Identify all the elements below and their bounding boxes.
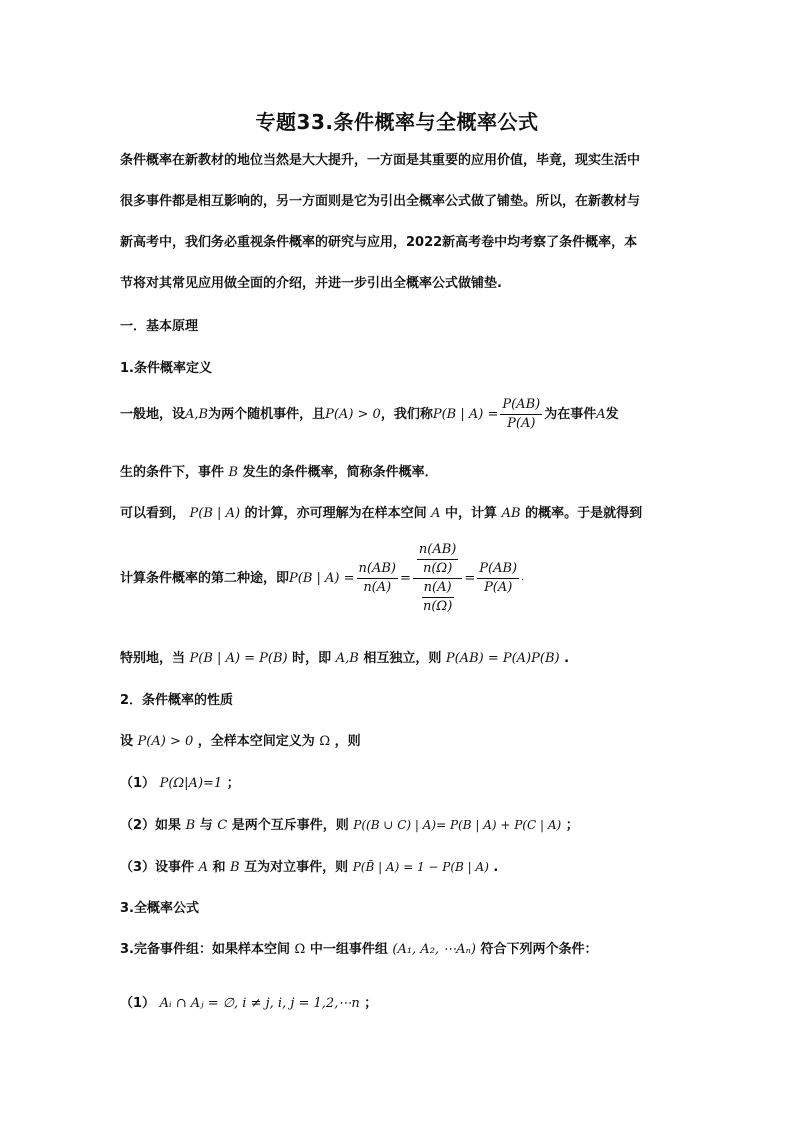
intro-line-3: 新高考中，我们务必重视条件概率的研究与应用，2022新高考卷中均考察了条件概率，本	[120, 235, 638, 250]
fraction-numerator: P(AB)	[500, 397, 542, 415]
def-text-7: 发生的条件概率，简称条件概率．	[242, 465, 438, 480]
second-method-line	[120, 542, 524, 615]
view-line-1	[120, 505, 642, 523]
math-space-a: A	[431, 506, 441, 521]
math-pba-lhs: P(B | A) =	[432, 406, 499, 422]
inner-fraction-top	[417, 542, 458, 577]
math-event-c: C	[217, 818, 228, 833]
property-2-label: （2）如果	[120, 818, 182, 833]
condition-1-end: ；	[364, 996, 378, 1011]
fraction-nested-denominator	[417, 579, 458, 615]
complete-set-line	[120, 941, 597, 959]
page-title: 专题33.条件概率与全概率公式	[255, 110, 539, 134]
def-text-2: 为两个随机事件，且	[208, 406, 326, 422]
complete-text-1: 3.完备事件组：如果样本空间	[120, 942, 290, 957]
prop-text-2: ，全样本空间定义为	[197, 734, 315, 749]
fraction-denominator: P(A)	[507, 416, 536, 431]
fraction-counts-numerator: n(AB)	[357, 561, 398, 579]
math-events-ab-2: A,B	[335, 651, 359, 666]
subheading-total-probability: 3.全概率公式	[120, 901, 199, 916]
section-heading-basics: 一．基本原理	[120, 319, 199, 334]
math-event-b-2: B	[185, 818, 196, 833]
view-text-2: 的计算，亦可理解为在样本空间	[244, 506, 427, 521]
property-2-end: ；	[565, 818, 579, 833]
math-event-b-3: B	[230, 860, 240, 875]
inner-bottom-numerator: n(A)	[422, 580, 454, 598]
view-text-3: 中，计算	[445, 506, 498, 521]
prop-text-1: 设	[120, 734, 134, 749]
math-pa-positive-2: P(A) > 0	[137, 734, 194, 749]
inner-top-denominator: n(Ω)	[422, 561, 453, 576]
math-omega-2: Ω	[294, 942, 306, 957]
math-event-sequence: (A₁, A₂, ⋯Aₙ)	[392, 942, 476, 957]
math-event-a: A	[596, 406, 606, 422]
intro-line-2: 很多事件都是相互影响的，另一方面则是它为引出全概率公式做了铺垫。所以，在新教材与	[120, 194, 641, 209]
property-3-text-2: 互为对立事件，则	[244, 860, 349, 875]
property-2-text-1: 与	[199, 818, 213, 833]
property-1-line	[120, 775, 240, 793]
fraction-nested	[413, 542, 462, 615]
fraction-probabilities	[477, 561, 519, 596]
equals-sign-2: =	[464, 570, 476, 586]
math-union-formula: P((B ∪ C) | A)= P(B | A) + P(C | A)	[353, 818, 562, 832]
fraction-nested-numerator	[413, 542, 462, 579]
condition-1-label: （1）	[120, 996, 156, 1011]
property-2-text-2: 是两个互斥事件，则	[231, 818, 349, 833]
fraction-counts-denominator: n(A)	[363, 580, 392, 595]
property-3-line	[120, 858, 498, 877]
math-product-rule: P(AB) = P(A)P(B)	[445, 651, 560, 666]
definition-line-2	[120, 464, 438, 482]
special-text-4: .	[564, 651, 570, 666]
property-2-line	[120, 816, 579, 835]
complete-text-2: 中一组事件组	[309, 942, 388, 957]
math-p-omega-a: P(Ω|A)=1	[159, 776, 223, 791]
special-text-3: 相互独立，则	[363, 651, 442, 666]
def-text-6: 生的条件下，事件	[120, 465, 225, 480]
def-text-1: 一般地，设	[120, 406, 186, 422]
formula-period: .	[521, 573, 524, 583]
prop-text-3: ，则	[334, 734, 361, 749]
property-3-label: （3）设事件	[120, 860, 195, 875]
subheading-properties: 2．条件概率的性质	[120, 693, 234, 708]
special-text-1: 特别地，当	[120, 651, 186, 666]
intro-line-1: 条件概率在新教材的地位当然是大大提升，一方面是其重要的应用价值，毕竟，现实生活中	[120, 153, 641, 168]
math-pa-positive: P(A) > 0	[325, 406, 381, 422]
complete-text-3: 符合下列两个条件：	[480, 942, 598, 957]
inner-fraction-bottom	[421, 580, 454, 615]
math-independence-condition: P(B | A) = P(B)	[189, 651, 288, 666]
math-events-ab: A,B	[185, 406, 209, 422]
def-text-5: 发	[605, 406, 619, 422]
condition-1-line	[120, 995, 377, 1013]
math-omega: Ω	[319, 734, 331, 749]
fraction-conditional-probability	[500, 397, 542, 432]
inner-bottom-denominator: n(Ω)	[422, 599, 453, 614]
special-text-2: 时，即	[292, 651, 332, 666]
property-3-text-1: 和	[212, 860, 226, 875]
intro-line-4: 节将对其常见应用做全面的介绍，并进一步引出全概率公式做铺垫.	[120, 276, 502, 291]
fraction-counts	[357, 561, 398, 596]
properties-intro-line	[120, 733, 361, 751]
definition-line-1	[120, 397, 619, 432]
def-text-3: ，我们称	[380, 406, 433, 422]
fraction-prob-numerator: P(AB)	[477, 561, 519, 579]
math-pairwise-disjoint: Aᵢ ∩ Aⱼ = ∅, i ≠ j, i, j = 1,2,⋯n	[159, 996, 360, 1011]
property-1-end: ；	[226, 776, 240, 791]
subheading-definition: 1.条件概率定义	[120, 361, 212, 376]
def-text-4: 为在事件	[544, 406, 597, 422]
equals-sign: =	[400, 570, 411, 586]
property-1-label: （1）	[120, 776, 156, 791]
inner-top-numerator: n(AB)	[417, 542, 458, 560]
math-event-a-2: A	[198, 860, 208, 875]
special-case-line	[120, 650, 569, 668]
math-pba: P(B | A)	[189, 506, 241, 521]
math-event-b: B	[228, 465, 239, 480]
property-3-end: .	[493, 860, 499, 875]
view-text-5: 计算条件概率的第二种途，即	[120, 570, 290, 586]
math-event-ab: AB	[501, 506, 521, 521]
view-text-4: 的概率。于是就得到	[525, 506, 643, 521]
math-complement-formula: P(B̄ | A) = 1 − P(B | A)	[352, 860, 489, 874]
view-text-1: 可以看到，	[120, 506, 186, 521]
fraction-prob-denominator: P(A)	[484, 580, 513, 595]
math-pba-lhs-2: P(B | A) =	[289, 570, 355, 586]
